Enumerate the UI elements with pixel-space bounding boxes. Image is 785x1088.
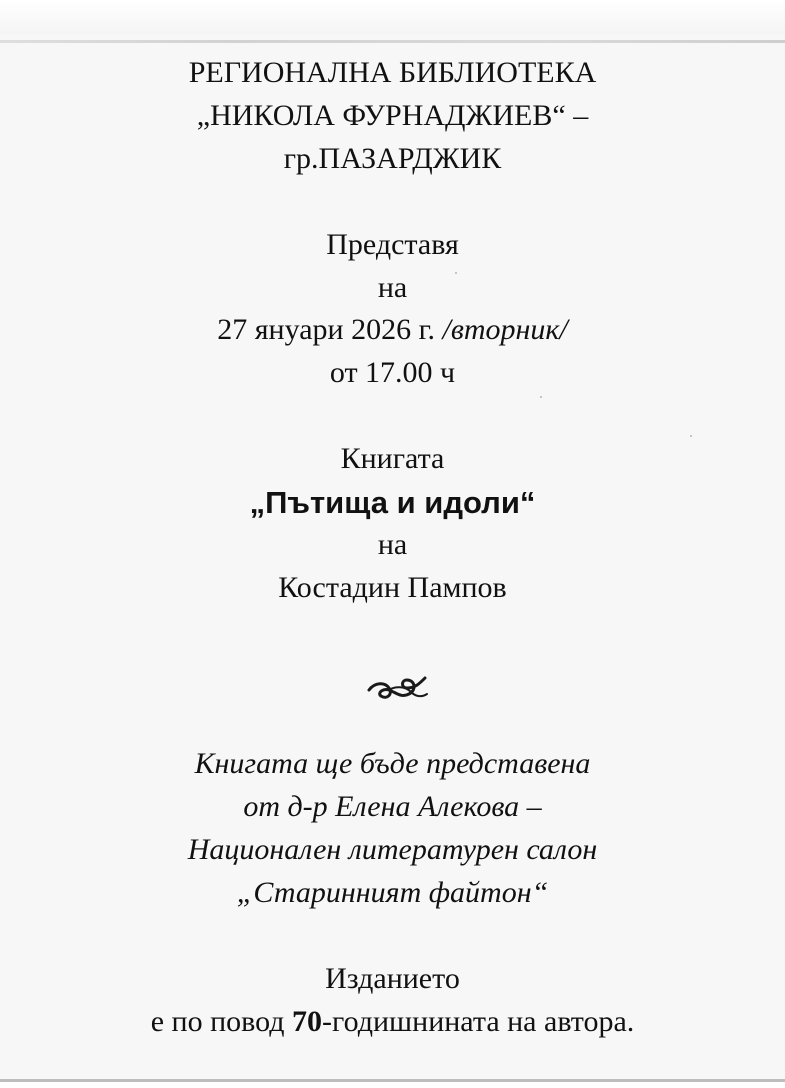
scan-speck bbox=[690, 435, 692, 437]
flourish-ornament-icon bbox=[365, 670, 429, 704]
event-date-line bbox=[0, 313, 785, 347]
event-time: от 17.00 ч bbox=[329, 356, 456, 389]
presenter-line1: Книгата ще бъде представена bbox=[194, 747, 591, 780]
footer-line2-suffix: -годишнината на автора. bbox=[322, 1005, 635, 1038]
presents-text: Представя bbox=[326, 228, 459, 261]
presenter-line3: Национален литературен салон bbox=[187, 833, 598, 866]
event-date: 27 януари 2026 г. bbox=[217, 313, 435, 346]
footer-line1: Изданието bbox=[325, 962, 460, 995]
presenter-line4: „Старинният файтон“ bbox=[236, 876, 549, 909]
scan-speck bbox=[540, 396, 542, 398]
footer-line2 bbox=[0, 1005, 785, 1039]
scan-top-edge bbox=[0, 40, 785, 43]
anniversary-number: 70 bbox=[292, 1005, 323, 1038]
book-title: „Пътища и идоли“ bbox=[249, 485, 536, 520]
presenter-line2: от д-р Елена Алекова – bbox=[243, 790, 542, 823]
by-text: на bbox=[377, 528, 408, 561]
library-name-line1: РЕГИОНАЛНА БИБЛИОТЕКА bbox=[188, 56, 597, 89]
footer-line2-prefix: е по повод bbox=[150, 1005, 293, 1038]
book-label: Книгата bbox=[340, 442, 445, 475]
scan-bottom-strip bbox=[0, 1082, 785, 1088]
scan-top-shade bbox=[0, 0, 785, 34]
library-name-line2: „НИКОЛА ФУРНАДЖИЕВ“ – bbox=[196, 99, 589, 132]
library-city: гр.ПАЗАРДЖИК bbox=[283, 142, 502, 175]
event-weekday: /вторник/ bbox=[442, 313, 568, 346]
on-text: на bbox=[377, 271, 408, 304]
author-name: Костадин Пампов bbox=[278, 571, 507, 604]
